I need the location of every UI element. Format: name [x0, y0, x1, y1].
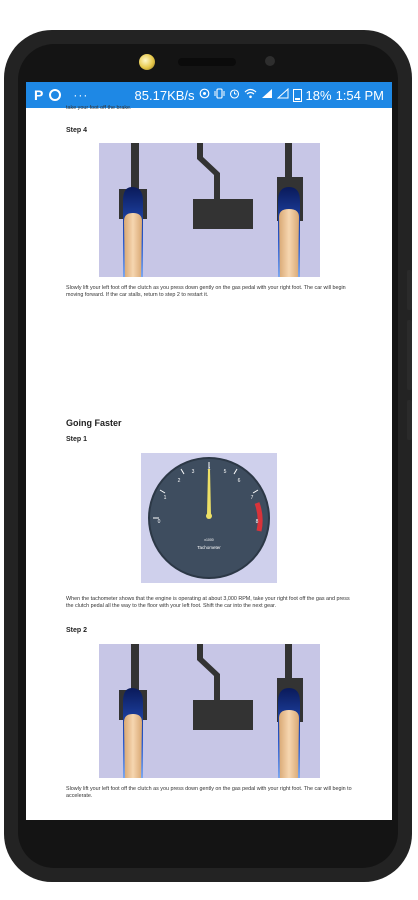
article-content[interactable]: [26, 105, 392, 820]
step-description-3: Slowly lift your left foot off the clutch as you press down gently on the gas pedal with your right foot. The car will begin to accelerate.: [66, 786, 352, 799]
tach-label: Tachometer: [197, 545, 221, 550]
tach-number-0: 0: [157, 519, 161, 525]
signal-icon-2: [277, 88, 289, 102]
step-heading-2: Step 1: [66, 436, 88, 443]
signal-icon: [261, 88, 273, 102]
step-description: Slowly lift your left foot off the clutch as you press down gently on the gas pedal with your right foot. The car will begin moving forward. If the car stalls, return to step 2 to restart it.: [66, 285, 346, 298]
network-speed: 85.17KB/s: [134, 87, 195, 103]
tach-number-5: 5: [223, 469, 227, 475]
tach-number-7: 7: [250, 495, 254, 501]
tachometer-illustration: [141, 453, 277, 583]
tach-number-6: 6: [237, 478, 241, 484]
power-button: [407, 400, 412, 440]
step-description-2: When the tachometer shows that the engine is operating at about 3,000 RPM, take your right foot off the gas and press the clutch pedal all the way to the floor with your left foot. Shift the car into the next gear.: [66, 596, 350, 609]
tach-number-3: 3: [191, 469, 195, 475]
cut-paragraph: take your foot off the brake.: [66, 105, 132, 111]
pedal-illustration: [99, 143, 320, 277]
alarm-icon: [229, 88, 240, 102]
battery-icon: [293, 89, 302, 102]
clock: 1:54 PM: [335, 87, 384, 103]
phone-screen: [26, 82, 392, 820]
proximity-sensor: [265, 56, 275, 66]
hotspot-icon: [199, 88, 210, 102]
tach-number-1: 1: [163, 495, 167, 501]
whatsapp-icon: [49, 89, 61, 101]
step-heading-3: Step 2: [66, 627, 88, 634]
wifi-icon: [244, 88, 257, 102]
tach-number-2: 2: [177, 478, 181, 484]
earpiece-speaker: [178, 58, 236, 66]
step-heading: Step 4: [66, 127, 88, 134]
more-dots-icon: ···: [73, 88, 89, 102]
volume-button-2: [407, 320, 412, 390]
battery-percent: 18%: [305, 87, 332, 103]
vibrate-icon: [214, 88, 225, 102]
section-title: Going Faster: [66, 418, 122, 428]
pedal-illustration-2: [99, 644, 320, 778]
volume-button: [407, 270, 412, 310]
front-camera-icon: [139, 54, 155, 70]
tach-unit: x1000: [204, 538, 214, 542]
p-notification-icon: P: [34, 87, 44, 103]
tach-number-8: 8: [255, 519, 259, 525]
